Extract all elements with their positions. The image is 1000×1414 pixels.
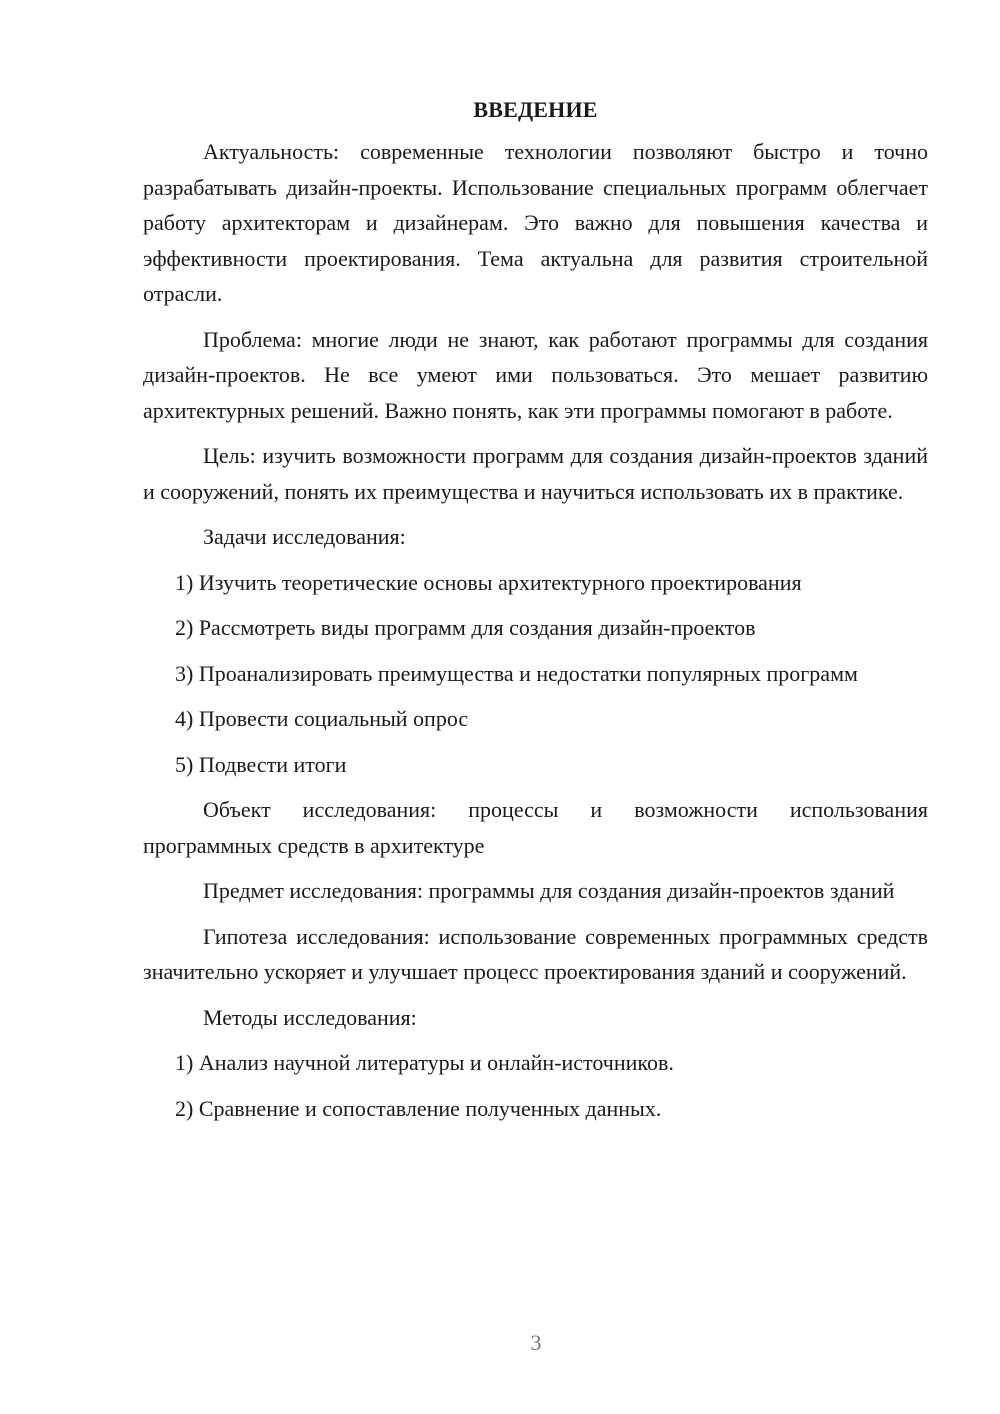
document-page xyxy=(143,92,928,1136)
method-item: 1) Анализ научной литературы и онлайн-источников. xyxy=(175,1050,674,1075)
object-paragraph: Объект исследования: процессы и возможности использования программных средств в архитектуре xyxy=(143,797,928,858)
task-item: 5) Подвести итоги xyxy=(175,751,347,777)
section-title: ВВЕДЕНИЕ xyxy=(473,97,598,122)
task-item: 3) Проанализировать преимущества и недостатки популярных программ xyxy=(175,660,858,686)
methods-heading: Методы исследования: xyxy=(203,1004,417,1030)
task-item: 2) Рассмотреть виды программ для создания дизайн-проектов xyxy=(175,615,756,640)
goal-paragraph: Цель: изучить возможности программ для создания дизайн-проектов зданий и сооружений, понять их преимущества и научиться использовать их в практике. xyxy=(143,443,928,504)
problem-paragraph: Проблема: многие люди не знают, как работают программы для создания дизайн-проектов. Не все умеют ими пользоваться. Это мешает развитию архитектурных решений. Важно понять, как эти программы помогают в работе. xyxy=(143,326,928,423)
tasks-heading: Задачи исследования: xyxy=(203,524,406,549)
relevance-paragraph: Актуальность: современные технологии позволяют быстро и точно разрабатывать дизайн-проекты. Использование специальных программ облегчает работу архитекторам и дизайнерам. Это важно для повышения качества и эффективности проектирования. Тема актуальна для развития строительной отрасли. xyxy=(143,139,928,306)
task-item: 1) Изучить теоретические основы архитектурного проектирования xyxy=(175,569,802,595)
page-number: 3 xyxy=(530,1330,542,1355)
hypothesis-paragraph: Гипотеза исследования: использование современных программных средств значительно ускоряет и улучшает процесс проектирования зданий и сооружений. xyxy=(143,923,928,984)
method-item: 2) Сравнение и сопоставление полученных данных. xyxy=(175,1095,662,1121)
subject-paragraph: Предмет исследования: программы для создания дизайн-проектов зданий xyxy=(203,878,895,903)
task-item: 4) Провести социальный опрос xyxy=(175,706,469,731)
